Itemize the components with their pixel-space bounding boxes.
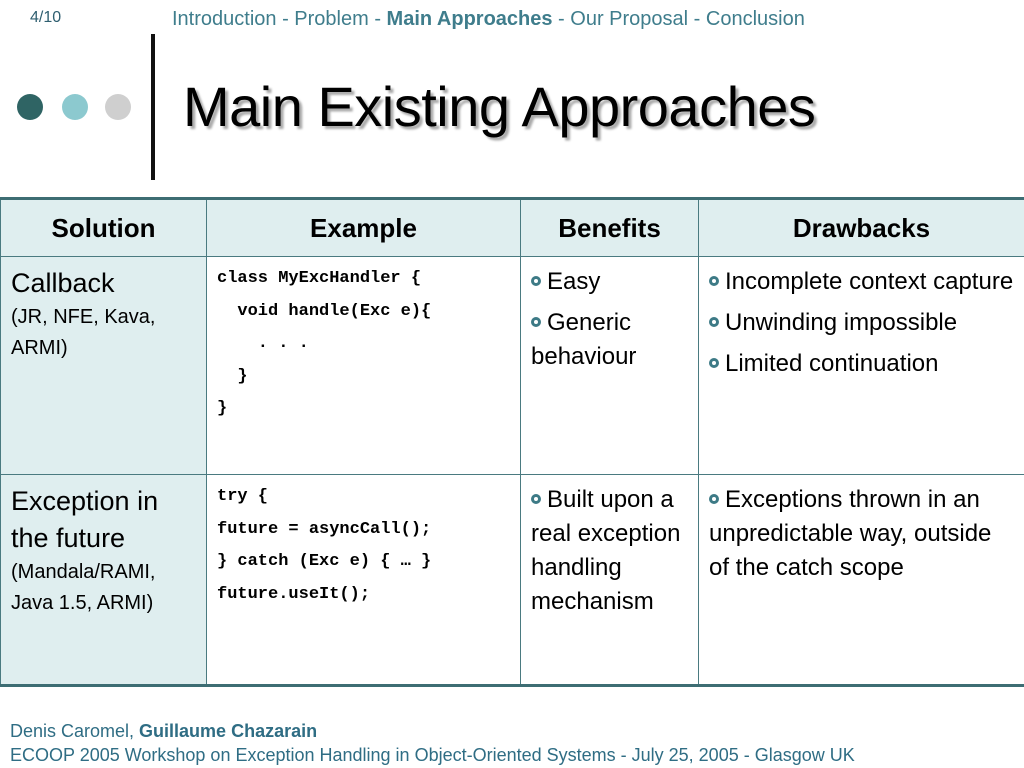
solution-cell	[1, 475, 207, 686]
header-drawbacks: Drawbacks	[699, 199, 1024, 257]
dot-light	[62, 94, 88, 120]
benefit-item	[531, 265, 692, 299]
bullet-icon	[709, 358, 719, 368]
breadcrumb-current: Main Approaches	[386, 8, 553, 30]
header-benefits: Benefits	[521, 199, 699, 257]
solution-cell	[1, 257, 207, 475]
code-line: future.useIt();	[217, 584, 371, 604]
breadcrumb	[172, 8, 805, 31]
drawback-text: Exceptions thrown in an unpredictable way, outside of the catch scope	[709, 486, 992, 581]
footer-event: ECOOP 2005 Workshop on Exception Handling in Object-Oriented Systems - July 25, 2005 - Glasgow UK	[10, 745, 855, 765]
solution-refs: (Mandala/RAMI, Java 1.5, ARMI)	[11, 561, 156, 614]
drawback-text: Unwinding impossible	[725, 309, 958, 336]
benefit-item	[531, 306, 692, 374]
page-number: 4/10	[30, 9, 62, 26]
bullet-icon	[531, 494, 541, 504]
bullet-icon	[709, 276, 719, 286]
drawback-text: Limited continuation	[725, 350, 939, 377]
code-block	[207, 257, 520, 426]
example-cell	[207, 257, 521, 475]
benefits-cell	[521, 257, 699, 475]
benefit-text: Built upon a real exception handling mechanism	[531, 486, 681, 615]
breadcrumb-suffix: - Our Proposal - Conclusion	[552, 8, 805, 30]
footer-authors	[10, 721, 317, 742]
drawbacks-cell	[699, 257, 1024, 475]
benefit-item	[531, 483, 692, 619]
drawback-item	[709, 306, 1018, 340]
drawback-item	[709, 265, 1018, 299]
solution-name: Callback	[11, 268, 115, 298]
code-line: future = asyncCall();	[217, 519, 432, 539]
benefits-cell	[521, 475, 699, 686]
code-line: }	[217, 399, 228, 418]
drawback-item	[709, 347, 1018, 381]
bullet-icon	[709, 494, 719, 504]
solution-name: Exception in the future	[11, 486, 159, 553]
approaches-table	[0, 197, 1024, 687]
drawbacks-cell	[699, 475, 1024, 686]
dot-dark	[17, 94, 43, 120]
table-row	[1, 475, 1024, 686]
code-line: class MyExcHandler {	[217, 269, 422, 288]
bullet-icon	[709, 317, 719, 327]
benefit-text: Generic behaviour	[531, 309, 637, 370]
footer-author-2: Guillaume Chazarain	[139, 721, 318, 741]
code-block	[207, 475, 520, 611]
code-line: . . .	[217, 334, 309, 353]
benefit-text: Easy	[547, 268, 601, 295]
solution-refs: (JR, NFE, Kava, ARMI)	[11, 306, 156, 359]
footer-author-1: Denis Caromel,	[10, 721, 140, 741]
bullet-icon	[531, 317, 541, 327]
header-solution: Solution	[1, 199, 207, 257]
page-title: Main Existing Approaches	[183, 75, 816, 138]
header-example: Example	[207, 199, 521, 257]
table-header-row	[1, 199, 1024, 257]
code-line: }	[217, 366, 248, 386]
code-line: try {	[217, 487, 269, 506]
title-divider	[151, 34, 155, 180]
table-row	[1, 257, 1024, 475]
example-cell	[207, 475, 521, 686]
bullet-icon	[531, 276, 541, 286]
code-line: } catch (Exc e) { … }	[217, 552, 432, 571]
drawback-item	[709, 483, 1018, 585]
drawback-text: Incomplete context capture	[725, 268, 1014, 295]
code-line: void handle(Exc e){	[217, 301, 432, 321]
dot-grey	[105, 94, 131, 120]
breadcrumb-prefix: Introduction - Problem -	[172, 8, 387, 30]
